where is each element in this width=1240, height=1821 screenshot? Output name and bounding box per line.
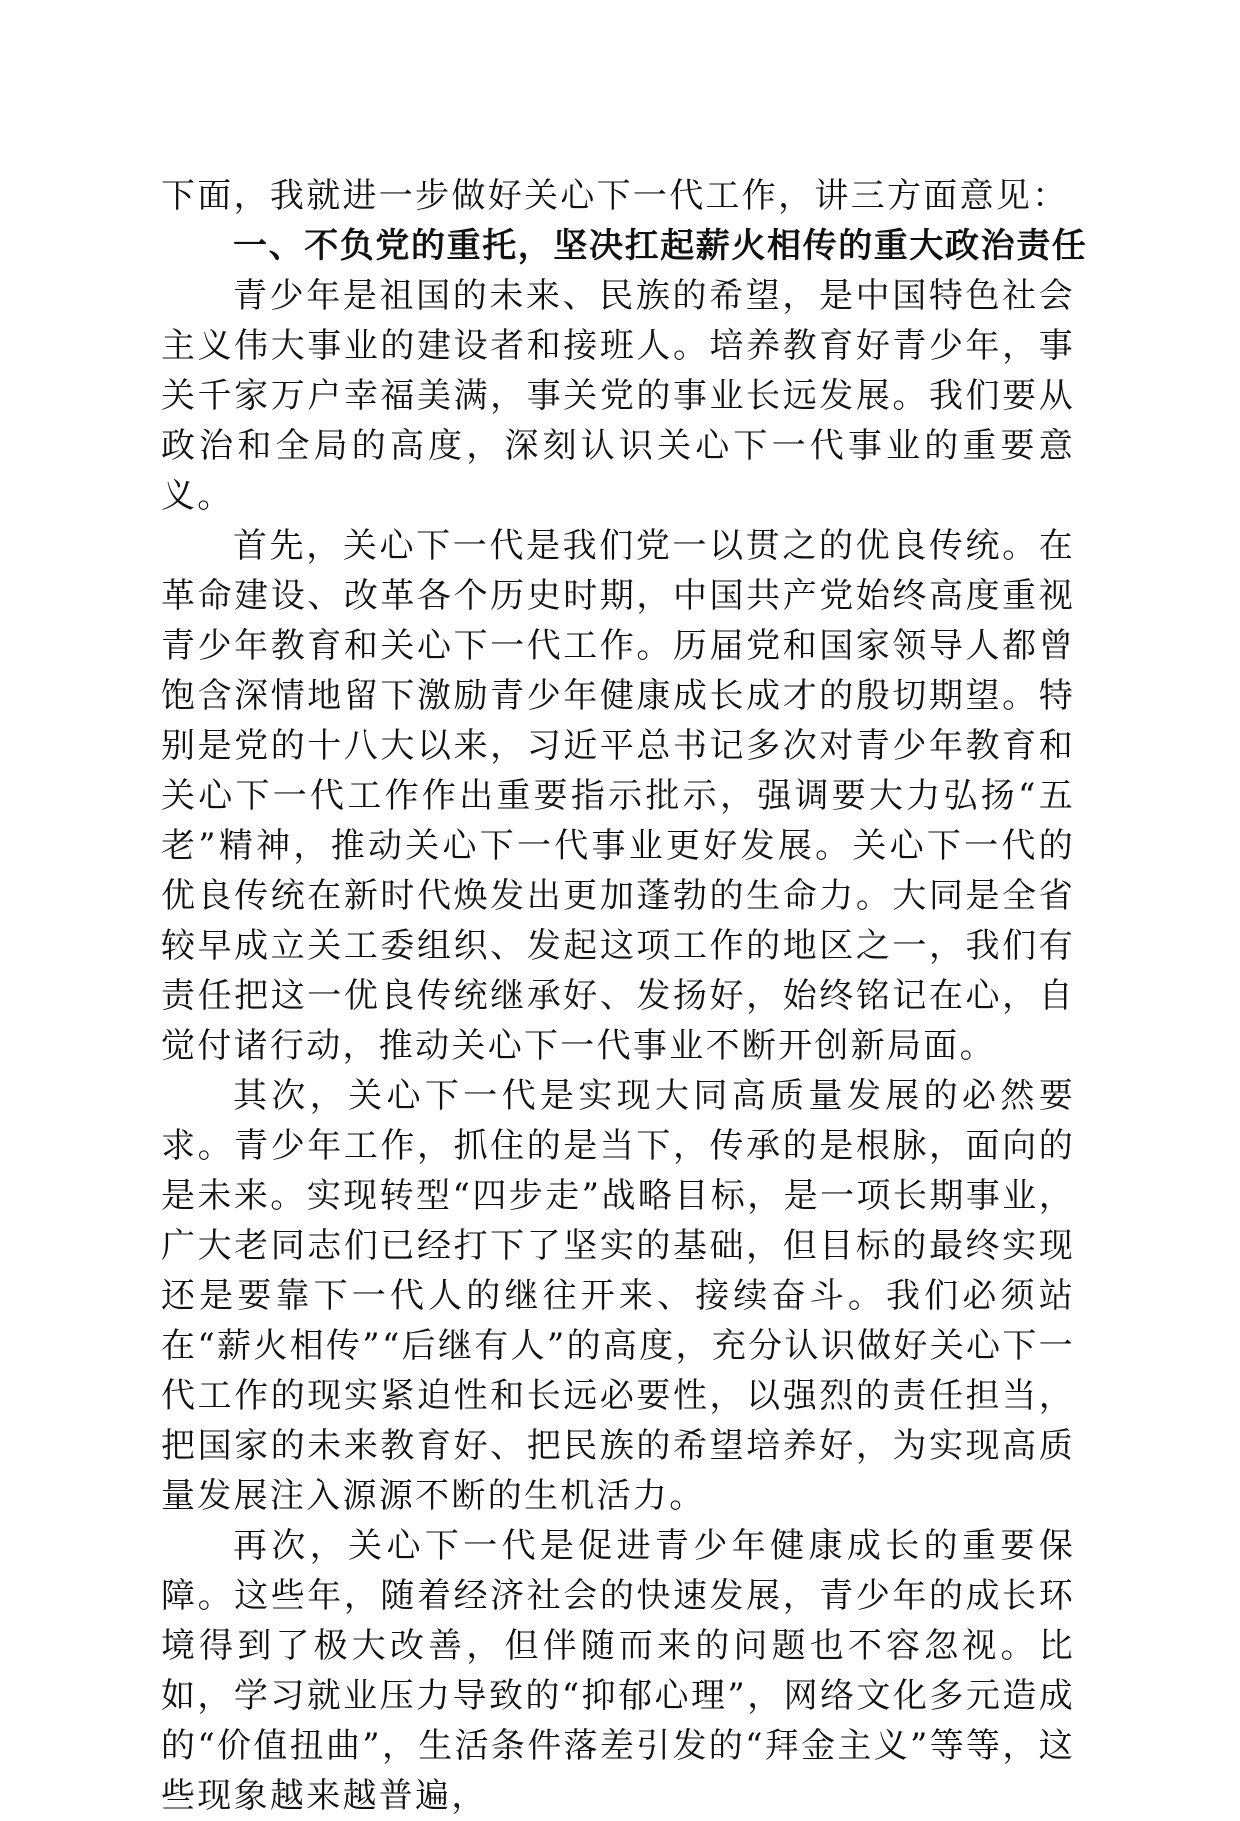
body-paragraph-3: 其次，关心下一代是实现大同高质量发展的必然要求。青少年工作，抓住的是当下，传承的是根脉，面向的是未来。实现转型“四步走”战略目标，是一项长期事业，广大老同志们已经打下了坚实的基础，但目标的最终实现还是要靠下一代人的继往开来、接续奋斗。我们必须站在“薪火相传”“后继有人”的高度，充分认识做好关心下一代工作的现实紧迫性和长远必要性，以强烈的责任担当，把国家的未来教育好、把民族的希望培养好，为实现高质量发展注入源源不断的生机活力。	[161, 1076, 1075, 1516]
body-paragraph-2: 首先，关心下一代是我们党一以贯之的优良传统。在革命建设、改革各个历史时期，中国共产党始终高度重视青少年教育和关心下一代工作。历届党和国家领导人都曾饱含深情地留下激励青少年健康成长成才的殷切期望。特别是党的十八大以来，习近平总书记多次对青少年教育和关心下一代工作作出重要指示批示，强调要大力弘扬“五老”精神，推动关心下一代事业更好发展。关心下一代的优良传统在新时代焕发出更加蓬勃的生命力。大同是全省较早成立关工委组织、发起这项工作的地区之一，我们有责任把这一优良传统继承好、发扬好，始终铭记在心，自觉付诸行动，推动关心下一代事业不断开创新局面。	[161, 526, 1075, 1066]
body-paragraph-1: 青少年是祖国的未来、民族的希望，是中国特色社会主义伟大事业的建设者和接班人。培养教育好青少年，事关千家万户幸福美满，事关党的事业长远发展。我们要从政治和全局的高度，深刻认识关心下一代事业的重要意义。	[161, 276, 1075, 516]
section-heading: 一、不负党的重托，坚决扛起薪火相传的重大政治责任	[233, 226, 1088, 266]
body-paragraph-4: 再次，关心下一代是促进青少年健康成长的重要保障。这些年，随着经济社会的快速发展，青少年的成长环境得到了极大改善，但伴随而来的问题也不容忽视。比如，学习就业压力导致的“抑郁心理”，网络文化多元造成的“价值扭曲”，生活条件落差引发的“拜金主义”等等，这些现象越来越普遍，	[161, 1526, 1075, 1816]
intro-paragraph: 下面，我就进一步做好关心下一代工作，讲三方面意见：	[161, 176, 1069, 216]
document-page	[161, 171, 1088, 1821]
